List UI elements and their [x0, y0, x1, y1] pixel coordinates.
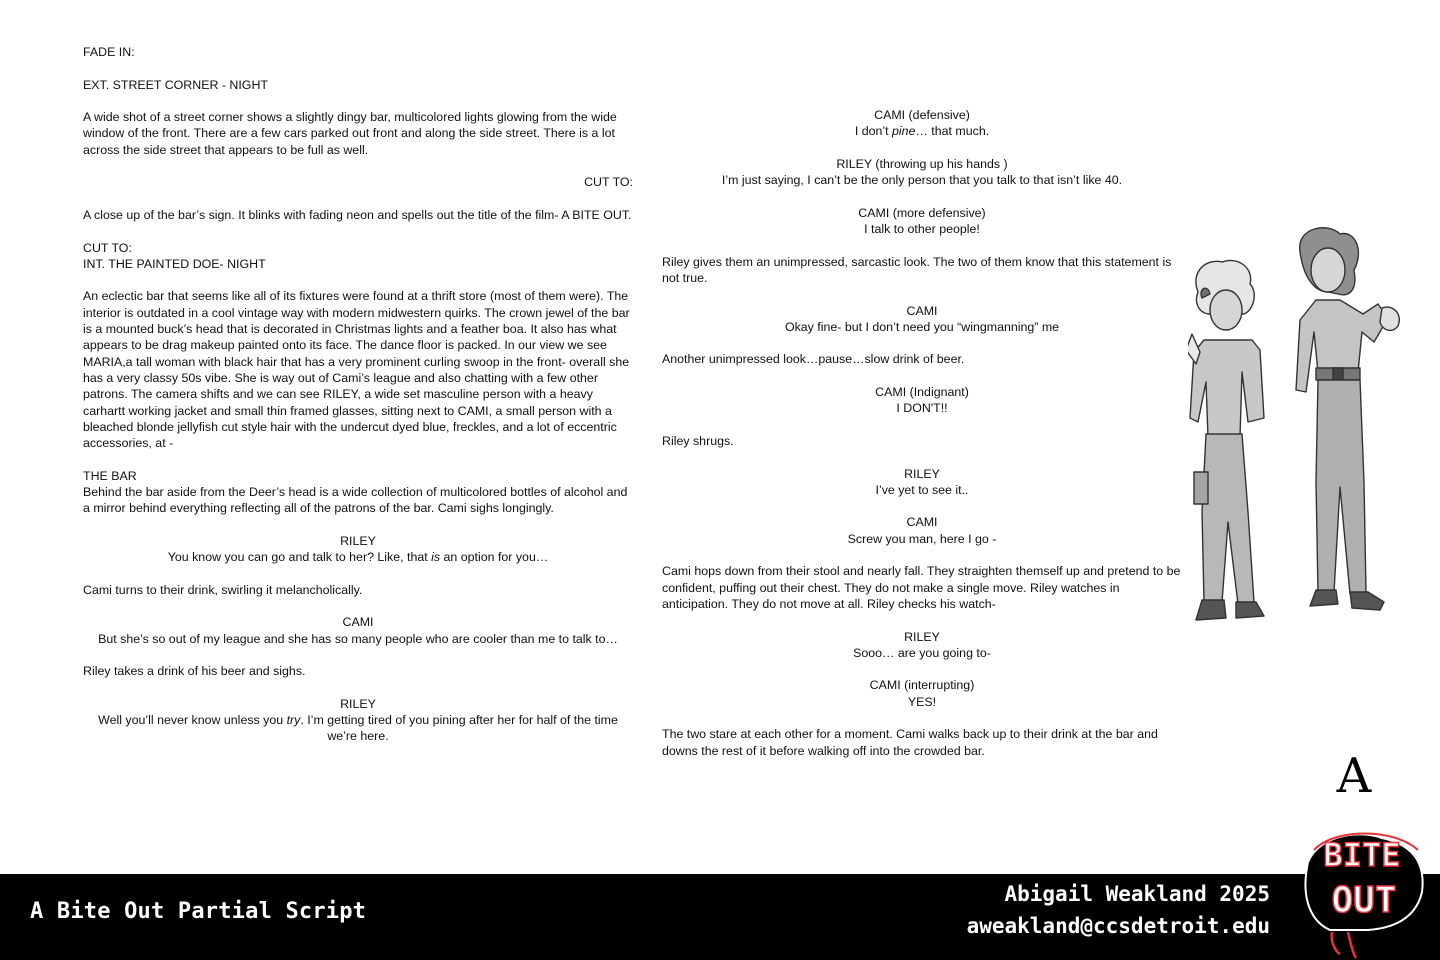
action-another-look: Another unimpressed look…pause…slow drink of beer.: [662, 352, 965, 367]
action-two-stare: The two stare at each other for a moment. Cami walks back up to their drink at the bar and downs the rest of it before walking off into the crowded bar.: [662, 727, 1158, 758]
dialogue-line: I talk to other people!: [864, 222, 980, 237]
dialogue-line: YES!: [907, 694, 937, 709]
dialogue-line: Screw you man, here I go -: [847, 531, 997, 546]
dialogue-speaker: RILEY: [340, 533, 376, 548]
dialogue-speaker: CAMI: [342, 615, 374, 630]
a-bite-out-logo: [1290, 742, 1430, 960]
dialogue-block: [83, 614, 633, 647]
dialogue-speaker: CAMI (more defensive): [858, 205, 986, 220]
dialogue-speaker: CAMI (interrupting): [869, 678, 975, 693]
dialogue-line: I DON'T!!: [896, 401, 948, 416]
logo-word-out: OUT: [1331, 880, 1397, 921]
dialogue-block: [662, 677, 1182, 710]
author-name: Abigail Weakland 2025: [1004, 882, 1270, 906]
dialogue-block: [83, 533, 633, 566]
dialogue-line: Okay fine- but I don’t need you “wingmanning” me: [784, 319, 1060, 334]
logo-letter-a: A: [1336, 748, 1372, 804]
script-column-left: [83, 44, 633, 761]
dialogue-line: You know you can go and talk to her? Like, that is an option for you…: [167, 550, 549, 565]
action-riley-sighs: Riley takes a drink of his beer and sighs.: [83, 664, 306, 679]
footer-bar: [0, 874, 1440, 960]
footer-author-info: [967, 878, 1270, 942]
logo-word-bite: BITE: [1323, 836, 1401, 874]
action-bar-interior: An eclectic bar that seems like all of its fixtures were found at a thrift store (most of them were). The interior is outdated in a cool vintage way with modern midwestern quirks. The crown jewel of the bar is a mounted buck’s head that is decorated in Christmas lights and a feather boa. It also has what appears to be drag makeup painted onto its face. The dance floor is packed. In our view we see MARIA,a tall woman with black hair that has a very prominent curling swoop in the front- overall she has a very classy 50s vibe. She is way out of Cami’s league and also chatting with a few other patrons. The camera shifts and we can see RILEY, a wide set masculine person with a heavy carhartt working jacket and small thin framed glasses, sitting next to CAMI, a small person with a bleached blonde jellyfish cut style hair with the undercut dyed blue, freckles, and a lot of eccentric accessories, at -: [83, 289, 630, 451]
dialogue-block: [662, 107, 1182, 140]
dialogue-block: [662, 156, 1182, 189]
dialogue-speaker: CAMI: [906, 515, 938, 530]
dialogue-block: [662, 205, 1182, 238]
scene-heading-painted-doe: INT. THE PAINTED DOE- NIGHT: [83, 256, 266, 271]
transition-fade-in: FADE IN:: [83, 45, 135, 59]
location-the-bar: THE BAR: [83, 468, 137, 483]
dialogue-block: [662, 514, 1182, 547]
script-column-right: [662, 107, 1182, 775]
action-unimpressed-look: Riley gives them an unimpressed, sarcastic look. The two of them know that this statement is not true.: [662, 254, 1172, 285]
footer-title: A Bite Out Partial Script: [30, 899, 367, 924]
dialogue-speaker: RILEY: [340, 696, 376, 711]
dialogue-block: [662, 466, 1182, 499]
action-bar-sign: A close up of the bar’s sign. It blinks with fading neon and spells out the title of the film- A BITE OUT.: [83, 207, 632, 222]
dialogue-line: Well you’ll never know unless you try. I’m getting tired of you pining after her for half of the time we’re here.: [98, 713, 618, 744]
action-cami-hops-down: Cami hops down from their stool and nearly fall. They straighten themself up and pretend to be confident, puffing out their chest. They do not make a single move. Riley watches in anticipation. They do not move at all. Riley checks his watch-: [662, 564, 1181, 611]
action-riley-shrugs: Riley shrugs.: [662, 433, 734, 448]
dialogue-block: [662, 384, 1182, 417]
short-figure: [1188, 260, 1264, 620]
dialogue-block: [83, 696, 633, 745]
dialogue-speaker: CAMI (Indignant): [875, 385, 969, 400]
dialogue-speaker: RILEY: [904, 629, 940, 644]
dialogue-line: I’m just saying, I can’t be the only person that you talk to that isn’t like 40.: [721, 173, 1123, 188]
dialogue-line: I’ve yet to see it..: [875, 482, 969, 497]
dialogue-speaker: CAMI: [906, 303, 938, 318]
tall-figure: [1296, 228, 1399, 610]
action-behind-bar: Behind the bar aside from the Deer’s head is a wide collection of multicolored bottles of alcohol and a mirror behind everything reflecting all of the patrons of the bar. Cami sighs longingly.: [83, 485, 628, 516]
dialogue-block: [662, 303, 1182, 336]
dialogue-block: [662, 629, 1182, 662]
dialogue-line: I don’t pine… that much.: [854, 124, 990, 139]
dialogue-speaker: CAMI (defensive): [874, 108, 970, 122]
action-street-corner: A wide shot of a street corner shows a slightly dingy bar, multicolored lights glowing from the wide window of the front. There are a few cars parked out front and along the side street. There is a lot across the side street that appears to be full as well.: [83, 110, 617, 157]
dialogue-speaker: RILEY: [904, 466, 940, 481]
dialogue-line: But she’s so out of my league and she has so many people who are cooler than me to talk to…: [98, 631, 618, 646]
author-email: aweakland@ccsdetroit.edu: [966, 914, 1270, 938]
transition-cut-to-2: CUT TO:: [83, 240, 132, 255]
transition-cut-to: CUT TO:: [584, 175, 633, 190]
dialogue-speaker: RILEY (throwing up his hands ): [836, 156, 1008, 171]
character-illustration: [1188, 222, 1408, 637]
dialogue-line: Sooo… are you going to-: [853, 645, 991, 660]
action-cami-drink: Cami turns to their drink, swirling it melancholically.: [83, 582, 363, 597]
scene-heading-street-corner: EXT. STREET CORNER - NIGHT: [83, 77, 268, 92]
